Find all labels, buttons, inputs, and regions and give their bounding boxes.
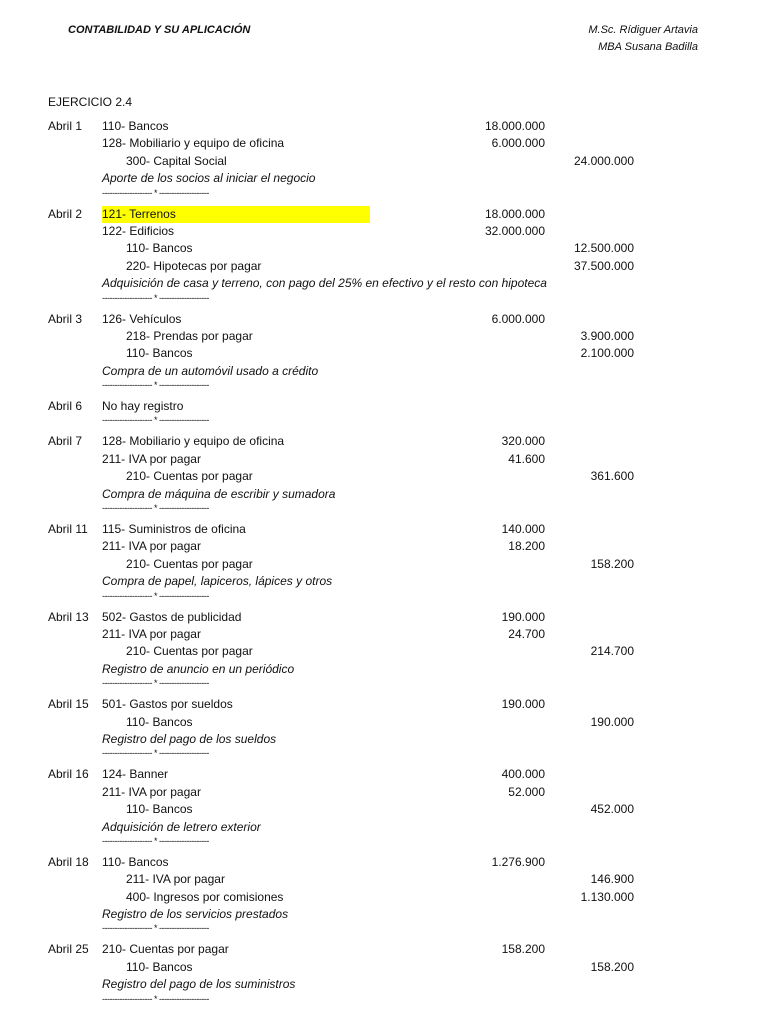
entry-date: Abril 3: [48, 311, 83, 326]
account-name: 211- IVA por pagar: [102, 784, 201, 799]
entry-separator: [0, 836, 768, 848]
debit-amount: 1.276.900: [491, 854, 545, 869]
debit-amount: 18.200: [508, 539, 545, 554]
entry-date: Abril 13: [48, 609, 89, 624]
separator-rule: -------------------- * --------------------: [102, 678, 209, 689]
account-name: 211- IVA por pagar: [102, 626, 201, 641]
entry-line: [0, 626, 768, 643]
account-name: 211- IVA por pagar: [126, 872, 225, 887]
entry-line: [0, 959, 768, 976]
separator-rule: -------------------- * --------------------: [102, 993, 209, 1004]
credit-amount: 361.600: [590, 469, 634, 484]
journal-entry: [0, 941, 768, 1011]
entry-separator: [0, 293, 768, 305]
journal-entry: [0, 118, 768, 206]
entry-separator: [0, 923, 768, 935]
entry-date: Abril 1: [48, 119, 83, 133]
entry-line: [0, 556, 768, 573]
credit-amount: 24.000.000: [573, 153, 634, 168]
highlighted-account: 121- Terrenos: [102, 206, 370, 223]
entry-description-row: [0, 819, 768, 836]
entry-date: Abril 18: [48, 854, 89, 869]
debit-amount: 190.000: [501, 697, 545, 712]
entry-line: [0, 941, 768, 958]
entry-line: [0, 538, 768, 555]
entry-description: Aporte de los socios al iniciar el negocio: [102, 171, 316, 186]
entry-description: Registro de los servicios prestados: [102, 907, 289, 922]
account-name: 110- Bancos: [126, 959, 193, 974]
entry-line: [0, 153, 768, 170]
entry-separator: [0, 994, 768, 1006]
entry-line: [0, 258, 768, 275]
separator-rule: -------------------- * --------------------: [102, 187, 209, 198]
entry-description: Registro del pago de los sueldos: [102, 731, 277, 746]
entry-description: Adquisición de letrero exterior: [102, 819, 261, 834]
account-name: 110- Bancos: [102, 854, 169, 869]
journal-entry: [0, 854, 768, 942]
entry-line: [0, 311, 768, 328]
account-name: 128- Mobiliario y equipo de oficina: [102, 434, 285, 449]
debit-amount: 400.000: [501, 767, 545, 782]
entry-description-row: [0, 486, 768, 503]
credit-amount: 1.130.000: [580, 889, 634, 904]
author-2: MBA Susana Badilla: [598, 41, 698, 53]
entry-line: [0, 521, 768, 538]
entry-description: Adquisición de casa y terreno, con pago del 25% en efectivo y el resto con hipoteca: [102, 276, 547, 291]
credit-amount: 3.900.000: [580, 328, 634, 343]
journal-entry: [0, 311, 768, 399]
entry-line: [0, 801, 768, 818]
entry-line: [0, 223, 768, 240]
entry-description-row: [0, 731, 768, 748]
exercise-title: EJERCICIO 2.4: [48, 95, 133, 109]
entry-line: [0, 714, 768, 731]
credit-amount: 158.200: [590, 959, 634, 974]
journal-entry: [0, 433, 768, 521]
entry-description: Registro de anuncio en un periódico: [102, 661, 295, 676]
authors: [588, 22, 698, 56]
credit-amount: 158.200: [590, 556, 634, 571]
credit-amount: 214.700: [590, 644, 634, 659]
entry-date: Abril 16: [48, 767, 89, 782]
account-name: 400- Ingresos por comisiones: [126, 889, 284, 904]
entry-line: [0, 433, 768, 450]
entry-line: [0, 240, 768, 257]
entry-separator: [0, 591, 768, 603]
entry-separator: [0, 748, 768, 760]
account-name: 210- Cuentas por pagar: [126, 469, 253, 484]
separator-rule: -------------------- * --------------------: [102, 503, 209, 514]
entry-date: Abril 11: [48, 522, 88, 537]
account-name: 211- IVA por pagar: [102, 539, 201, 554]
entry-date: Abril 15: [48, 697, 89, 712]
account-name: 128- Mobiliario y equipo de oficina: [102, 136, 285, 151]
separator-rule: -------------------- * --------------------: [102, 748, 209, 759]
account-name: 210- Cuentas por pagar: [126, 556, 253, 571]
entry-description: Compra de máquina de escribir y sumadora: [102, 486, 336, 501]
entry-line: [0, 609, 768, 626]
credit-amount: 12.500.000: [573, 241, 634, 256]
entry-description-row: [0, 573, 768, 590]
separator-rule: -------------------- * --------------------: [102, 292, 209, 303]
account-name: No hay registro: [102, 399, 184, 414]
document-title: CONTABILIDAD Y SU APLICACIÓN: [68, 24, 251, 36]
entry-separator: [0, 380, 768, 392]
entry-description-row: [0, 170, 768, 187]
debit-amount: 32.000.000: [484, 223, 545, 238]
entry-line: [0, 345, 768, 362]
entry-description-row: [0, 661, 768, 678]
entry-line: [0, 206, 768, 223]
debit-amount: 6.000.000: [491, 311, 545, 326]
entry-description-row: [0, 363, 768, 380]
debit-amount: 24.700: [508, 626, 545, 641]
entry-line: [0, 871, 768, 888]
entry-line: [0, 328, 768, 345]
debit-amount: 18.000.000: [484, 206, 545, 221]
account-name: 110- Bancos: [126, 241, 193, 256]
entry-line: [0, 854, 768, 871]
entry-date: Abril 25: [48, 942, 89, 957]
account-name: 220- Hipotecas por pagar: [126, 258, 262, 273]
journal-entry: [0, 766, 768, 854]
account-name: 218- Prendas por pagar: [126, 328, 253, 343]
account-name: 300- Capital Social: [126, 153, 227, 168]
entry-date: Abril 6: [48, 399, 83, 414]
account-name: 110- Bancos: [126, 346, 193, 361]
account-name: 122- Edificios: [102, 223, 175, 238]
credit-amount: 37.500.000: [573, 258, 634, 273]
debit-amount: 41.600: [508, 451, 545, 466]
entry-line: [0, 643, 768, 660]
entry-description-row: [0, 906, 768, 923]
account-name: 501- Gastos por sueldos: [102, 697, 233, 712]
entry-description: Compra de un automóvil usado a crédito: [102, 363, 319, 378]
entry-line: [0, 451, 768, 468]
entry-line: [0, 696, 768, 713]
account-name: 110- Bancos: [126, 714, 193, 729]
debit-amount: 190.000: [501, 609, 545, 624]
author-1: M.Sc. Rídiguer Artavia: [588, 24, 698, 36]
account-name: 211- IVA por pagar: [102, 451, 201, 466]
journal-entries: [0, 118, 768, 1012]
debit-amount: 140.000: [501, 522, 545, 537]
journal-entry: [0, 398, 768, 433]
entry-description: Registro del pago de los suministros: [102, 977, 296, 992]
credit-amount: 452.000: [590, 802, 634, 817]
account-name: 210- Cuentas por pagar: [102, 942, 229, 957]
separator-rule: -------------------- * --------------------: [102, 415, 209, 426]
account-name: 115- Suministros de oficina: [102, 522, 246, 537]
credit-amount: 2.100.000: [580, 346, 634, 361]
entry-separator: [0, 415, 768, 427]
separator-rule: -------------------- * --------------------: [102, 923, 209, 934]
entry-separator: [0, 503, 768, 515]
entry-line: [0, 784, 768, 801]
separator-rule: -------------------- * --------------------: [102, 590, 209, 601]
debit-amount: 18.000.000: [484, 119, 545, 133]
journal-entry: [0, 609, 768, 697]
account-name: 210- Cuentas por pagar: [126, 644, 253, 659]
entry-line: [0, 118, 768, 135]
entry-line: [0, 398, 768, 415]
entry-line: [0, 889, 768, 906]
account-name: 502- Gastos de publicidad: [102, 609, 242, 624]
debit-amount: 320.000: [501, 434, 545, 449]
entry-description-row: [0, 976, 768, 993]
journal-entry: [0, 206, 768, 311]
credit-amount: 146.900: [590, 872, 634, 887]
entry-date: Abril 7: [48, 434, 83, 449]
entry-separator: [0, 188, 768, 200]
account-name: 110- Bancos: [102, 119, 169, 133]
account-name: 126- Vehículos: [102, 311, 182, 326]
account-name: 110- Bancos: [126, 802, 193, 817]
entry-date: Abril 2: [48, 206, 83, 221]
entry-gap: [0, 1006, 768, 1012]
debit-amount: 52.000: [508, 784, 545, 799]
debit-amount: 6.000.000: [491, 136, 545, 151]
entry-line: [0, 766, 768, 783]
journal-entry: [0, 696, 768, 766]
separator-rule: -------------------- * --------------------: [102, 835, 209, 846]
entry-line: [0, 468, 768, 485]
debit-amount: 158.200: [501, 942, 545, 957]
credit-amount: 190.000: [590, 714, 634, 729]
entry-separator: [0, 678, 768, 690]
journal-entry: [0, 521, 768, 609]
entry-description: Compra de papel, lapiceros, lápices y otros: [102, 574, 333, 589]
account-name: 124- Banner: [102, 767, 169, 782]
separator-rule: -------------------- * --------------------: [102, 380, 209, 391]
entry-description-row: [0, 275, 768, 292]
entry-line: [0, 135, 768, 152]
